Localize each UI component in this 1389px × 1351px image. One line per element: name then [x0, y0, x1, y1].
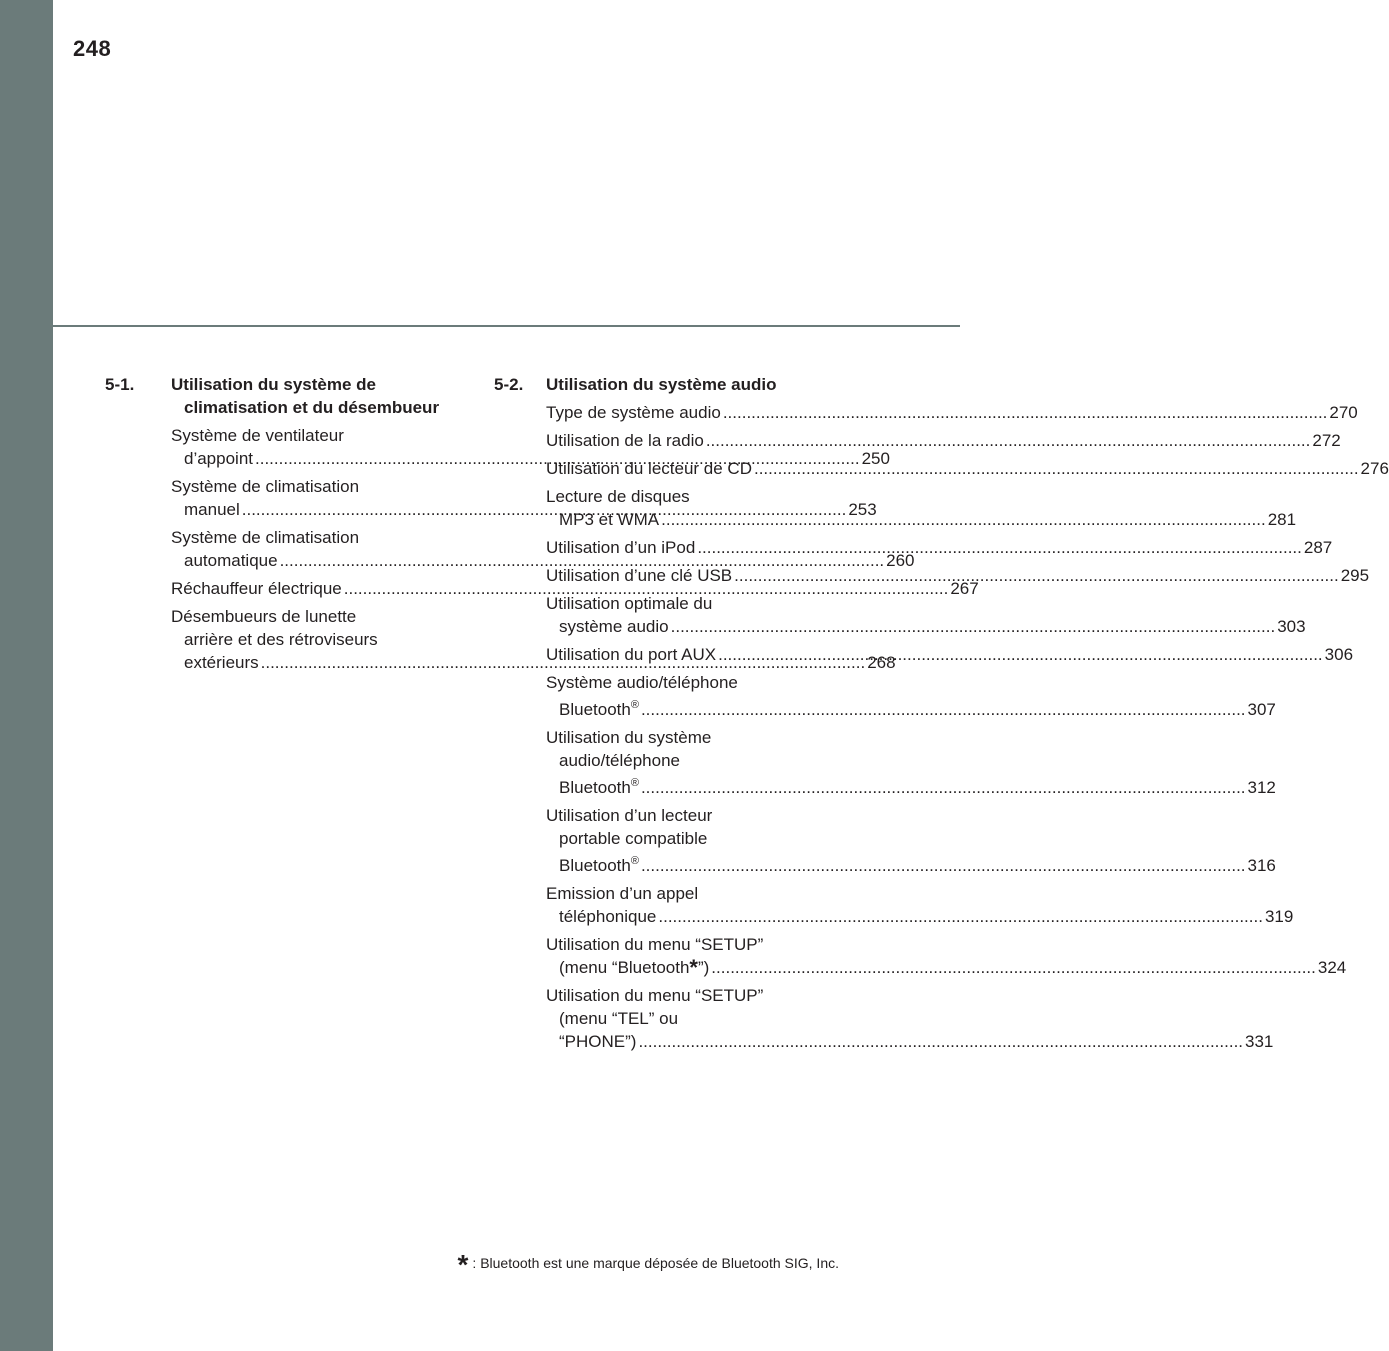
page-ref: 303: [1277, 617, 1306, 636]
header-rule: [53, 325, 960, 327]
footnote-text: : Bluetooth est une marque déposée de Bluetooth SIG, Inc.: [472, 1255, 839, 1271]
leader-dots: [734, 564, 1339, 587]
page-ref: 267: [950, 579, 979, 598]
page-ref: 307: [1247, 700, 1276, 719]
page-ref: 253: [848, 500, 877, 519]
leader-dots: [723, 401, 1328, 424]
toc-entry[interactable]: Utilisation du port AUX ..... 306: [546, 643, 839, 666]
toc-entry[interactable]: Utilisation du lecteur de CD ..... 276: [546, 457, 839, 480]
toc-entry[interactable]: Système de ventilateur d’appoint ..... 250: [171, 424, 465, 470]
toc-entry[interactable]: Utilisation du système audio/téléphone Bluetooth® ..... 312: [546, 726, 839, 799]
page-ref: 331: [1245, 1032, 1274, 1051]
toc-entry[interactable]: Système de climatisation manuel ..... 253: [171, 475, 465, 521]
page-ref: 250: [861, 449, 890, 468]
leader-dots: [671, 617, 1276, 636]
toc-entry[interactable]: Utilisation du menu “SETUP” (menu “Bluetooth*”) ..... 324: [546, 933, 839, 979]
page-ref: 306: [1324, 645, 1354, 664]
toc-entry[interactable]: Emission d’un appel téléphonique ..... 319: [546, 882, 839, 928]
leader-dots: [711, 958, 1316, 977]
footnote: [457, 1249, 839, 1280]
page-ref: 281: [1267, 510, 1297, 529]
toc-entry[interactable]: Type de système audio ..... 270: [546, 401, 839, 424]
section-heading: [494, 373, 839, 396]
toc-entry[interactable]: Utilisation du menu “SETUP” (menu “TEL” ou “PHONE”) ..... 331: [546, 984, 839, 1053]
asterisk-icon: *: [689, 955, 698, 980]
page-number: 248: [73, 36, 112, 61]
leader-dots: [658, 907, 1263, 926]
toc-entry[interactable]: Désembueurs de lunette arrière et des rétroviseurs extérieurs ..... 268: [171, 605, 465, 674]
registered-mark: ®: [630, 699, 639, 711]
leader-dots: [754, 457, 1359, 480]
toc-entry[interactable]: Réchauffeur électrique ..... 267: [171, 577, 465, 600]
leader-dots: [641, 856, 1246, 875]
page-ref: 276: [1360, 459, 1389, 478]
page-ref: 324: [1317, 958, 1347, 977]
leader-dots: [706, 429, 1311, 452]
page-ref: 287: [1303, 538, 1333, 557]
section-title: Utilisation du système audio: [546, 375, 777, 394]
section-number: 5-2.: [494, 375, 524, 394]
page-ref: 316: [1247, 856, 1276, 875]
toc-entry[interactable]: Utilisation d’un lecteur portable compatible Bluetooth® ..... 316: [546, 804, 839, 877]
leader-dots: [661, 510, 1266, 529]
leader-dots: [718, 643, 1323, 666]
leader-dots: [641, 778, 1246, 797]
toc-entry[interactable]: Utilisation optimale du système audio ..... 303: [546, 592, 839, 638]
page-ref: 260: [886, 551, 915, 570]
section-title: Utilisation du système de climatisation et du désembueur: [171, 375, 440, 417]
asterisk-icon: *: [457, 1249, 469, 1280]
toc-entry[interactable]: Système audio/téléphone Bluetooth® ..... 307: [546, 671, 839, 721]
toc-entry[interactable]: Utilisation de la radio ..... 272: [546, 429, 839, 452]
page-ref: 268: [867, 653, 896, 672]
toc-entry[interactable]: Utilisation d’une clé USB ..... 295: [546, 564, 839, 587]
registered-mark: ®: [630, 855, 639, 867]
page-ref: 295: [1340, 566, 1370, 585]
toc-entry[interactable]: Utilisation d’un iPod ..... 287: [546, 536, 839, 559]
page-ref: 270: [1329, 403, 1358, 422]
leader-dots: [638, 1032, 1243, 1051]
page-ref: 312: [1247, 778, 1276, 797]
leader-dots: [641, 700, 1246, 719]
section-number: 5-1.: [105, 375, 135, 394]
side-tab-bar: [0, 0, 53, 1351]
page-ref: 272: [1312, 431, 1341, 450]
page-ref: 319: [1264, 907, 1294, 926]
toc-entry[interactable]: Lecture de disques MP3 et WMA ..... 281: [546, 485, 839, 531]
toc-entry[interactable]: Système de climatisation automatique ..... 260: [171, 526, 465, 572]
leader-dots: [697, 536, 1302, 559]
registered-mark: ®: [630, 777, 639, 789]
section-heading: [105, 373, 465, 419]
